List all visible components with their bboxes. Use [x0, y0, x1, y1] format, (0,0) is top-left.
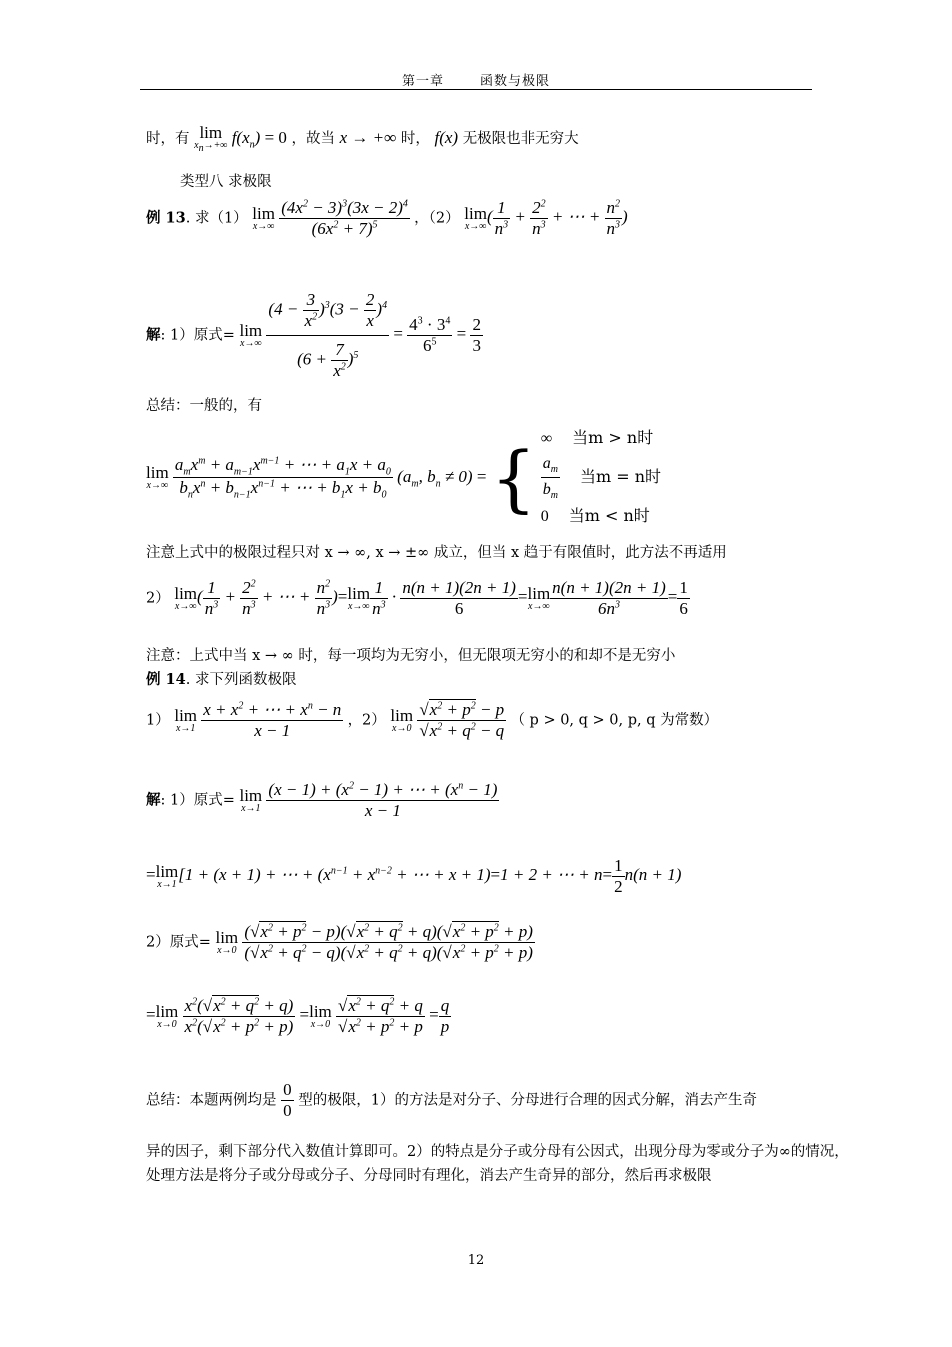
- case-label: 当m = n时: [579, 466, 662, 486]
- summary-2: [146, 1080, 757, 1121]
- formula: $\frac{0}{0}$: [283, 1080, 292, 1120]
- text: ，故当: [291, 130, 336, 147]
- formula: lim x→1 $\frac{x + x^2 + \cdots + x^n - n}{x - 1}$: [174, 700, 342, 740]
- text: 2）: [146, 590, 170, 607]
- example-label: 例 14: [146, 671, 186, 688]
- text: 型的极限，1）的方法是对分子、分母进行合理的因式分解，消去产生奇: [298, 1092, 757, 1109]
- formula: lim $x_n\to+\infty$ $f(x_n) = 0$: [194, 123, 287, 154]
- general-formula: [146, 426, 661, 530]
- page-header: [140, 70, 812, 89]
- solution-14-2-cont: [146, 996, 451, 1037]
- text: : 1）原式=: [160, 792, 235, 809]
- formula: x → +∞: [339, 127, 397, 147]
- formula: lim x→∞ (4 − $\frac{3}{x^2}$ )$^3$(3 − $\frac{2}{x}$ )$^4$ (6 + $\frac{7}{x^2}$ )$^5$ = $\frac{4^3 \cdot 3^4}{6^5}$ = $\frac{2}{3}$: [239, 290, 481, 380]
- case-label: 当m > n时: [572, 428, 654, 447]
- solution-label: 解: [146, 326, 161, 344]
- text: ，2）: [347, 712, 386, 729]
- text: 时，有: [146, 130, 190, 147]
- formula: lim x→∞ $\frac{(4x^2 - 3)^3(3x - 2)^4}{(6x^2 + 7)^5}$: [252, 198, 408, 238]
- solution-13-2: [146, 578, 690, 619]
- text: : 1）原式=: [160, 327, 235, 344]
- summary-2-cont: 异的因子，剩下部分代入数值计算即可。2）的特点是分子或分母有公因式，出现分母为零或分子为∞的情况，处理方法是将分子或分母或分子、分母同时有理化，消去产生奇异的部分，然后再求极限: [146, 1144, 849, 1184]
- text: 总结：本题两例均是: [146, 1092, 277, 1109]
- example-label: 例 13: [146, 209, 186, 227]
- text: 时，: [400, 130, 430, 147]
- solution-label: 解: [146, 791, 161, 809]
- note-2: 注意：上式中当 x → ∞ 时，每一项均为无穷小，但无限项无穷小的和却不是无穷小: [146, 648, 676, 664]
- header-rule: [140, 89, 812, 90]
- example-14: [146, 668, 296, 689]
- text: ，（2）: [414, 210, 460, 227]
- text: 无极限也非无穷大: [462, 130, 579, 147]
- formula: lim x→1 $\frac{(x - 1) + (x^2 - 1) + \cdots + (x^n - 1)}{x - 1}$: [239, 780, 498, 820]
- summary-1: 总结：一般的，有: [146, 398, 262, 414]
- case-label: 当m < n时: [568, 506, 650, 526]
- formula: lim x→∞ $\frac{a_mx^m + a_{m-1}x^{m-1} + \cdots + a_1x + a_0}{b_nx^n + b_{n-1}x^{n-1} + \cdots + b_1x + b_0}$ ($a_m$, $b_n \ne 0$) = { ∞ 当m > n时 $\frac{a_m}{b_m}$ 当m = n时 0 当m < n时: [146, 428, 662, 526]
- chapter-label: 第一章: [401, 74, 444, 89]
- solution-14-1-cont: [146, 856, 681, 897]
- formula: lim x→0 $\frac{√x^2 + p^2 - p}{√x^2 + q^2 - q}$: [390, 700, 505, 740]
- solution-14-2: [146, 922, 535, 963]
- note-1: 注意上式中的极限过程只对 x → ∞, x → ±∞ 成立，但当 x 趋于有限值时，此方法不再适用: [146, 545, 727, 561]
- formula: lim x→0 $\frac{(√x^2 + p^2 - p)(√x^2 + q^2 + q)(√x^2 + p^2 + p)}{(√x^2 + q^2 - q)(√x^2 + q^2 + q)(√x^2 + p^2 + p)}$: [215, 922, 533, 962]
- solution-14-1: [146, 780, 499, 821]
- text: . 求（1）: [185, 210, 248, 227]
- formula: lim x→∞ ( $\frac{1}{n^3}$ + $\frac{2^2}{n^3}$ + ⋯ + $\frac{n^2}{n^3}$ ): [464, 198, 628, 238]
- solution-13-1: [146, 290, 483, 381]
- formula: =lim x→1 [1 + (x + 1) + ⋯ + ($x^{n-1} + x^{n-2}$ + ⋯ + x + 1)=1 + 2 + ⋯ + n= $\frac{1}{2}$ n(n + 1): [146, 856, 682, 896]
- text-line-1: [146, 124, 579, 154]
- text: 1）: [146, 712, 170, 729]
- text: 2）原式=: [146, 934, 211, 951]
- formula: lim x→∞ ( $\frac{1}{n^3}$ + $\frac{2^2}{n^3}$ + ⋯ + $\frac{n^2}{n^3}$ )=lim x→∞ $\frac{1}{n^3}$ · $\frac{n(n + 1)(2n + 1)}{6}$ =lim x→∞ $\frac{n(n + 1)(2n + 1)}{6n^3}$ = $\frac{1}{6}$: [174, 578, 688, 618]
- formula: f(x): [434, 127, 459, 147]
- text: . 求下列函数极限: [185, 672, 297, 688]
- example-14-formulas: [146, 700, 718, 741]
- text: （ p > 0, q > 0, p, q 为常数）: [510, 712, 719, 729]
- example-13: [146, 198, 628, 239]
- page-number: 12: [467, 1253, 485, 1268]
- chapter-title: 函数与极限: [480, 74, 551, 89]
- formula: =lim x→0 $\frac{x^2(√x^2 + q^2 + q)}{x^2(√x^2 + p^2 + p)}$ =lim x→0 $\frac{√x^2 + q^2 + q}{√x^2 + p^2 + p}$ = $\frac{q}{p}$: [146, 996, 450, 1036]
- section-heading: 类型八 求极限: [180, 174, 272, 190]
